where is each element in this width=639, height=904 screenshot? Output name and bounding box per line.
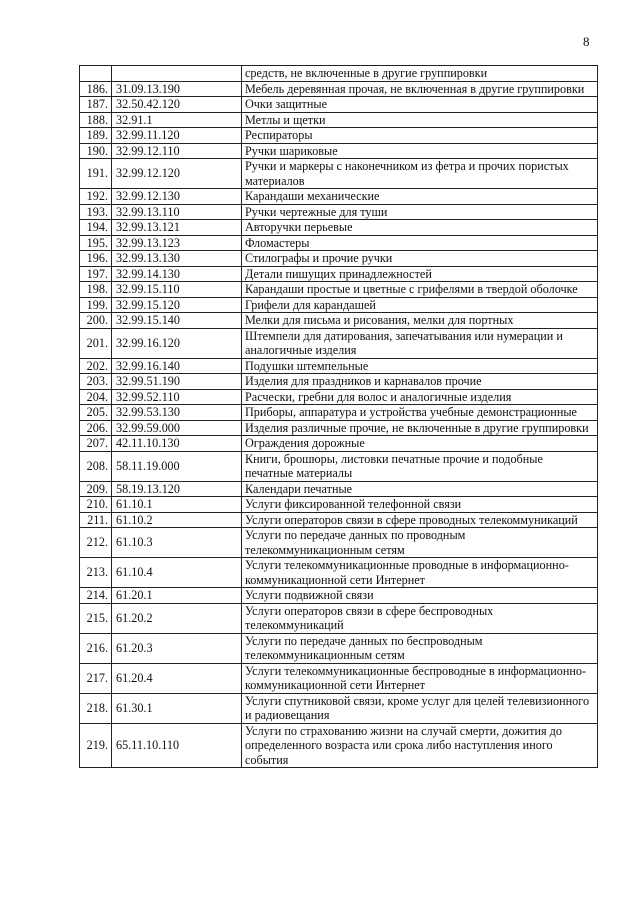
row-code: 58.19.13.120 — [112, 481, 242, 497]
row-number: 198. — [80, 282, 112, 298]
row-description: Услуги спутниковой связи, кроме услуг для целей телевизионного и радиовещания — [242, 693, 598, 723]
table-row — [80, 528, 598, 558]
table-row — [80, 251, 598, 267]
table-row — [80, 481, 598, 497]
row-number: 213. — [80, 558, 112, 588]
row-code: 32.99.15.120 — [112, 297, 242, 313]
table-row — [80, 633, 598, 663]
row-description: Календари печатные — [242, 481, 598, 497]
row-number: 191. — [80, 159, 112, 189]
row-number: 214. — [80, 588, 112, 604]
row-code: 32.99.15.110 — [112, 282, 242, 298]
table-row — [80, 81, 598, 97]
table-row — [80, 389, 598, 405]
row-description: Услуги операторов связи в сфере беспроводных телекоммуникаций — [242, 603, 598, 633]
row-description: Услуги по передаче данных по проводным телекоммуникационным сетям — [242, 528, 598, 558]
table-row — [80, 663, 598, 693]
row-description: Очки защитные — [242, 97, 598, 113]
row-description: Ручки чертежные для туши — [242, 204, 598, 220]
row-description: Изделия для праздников и карнавалов прочие — [242, 374, 598, 390]
table-row — [80, 235, 598, 251]
table-row — [80, 143, 598, 159]
row-description: Ограждения дорожные — [242, 436, 598, 452]
row-code: 61.20.2 — [112, 603, 242, 633]
row-description: Карандаши простые и цветные с грифелями в твердой оболочке — [242, 282, 598, 298]
table-row — [80, 112, 598, 128]
row-description: Ручки шариковые — [242, 143, 598, 159]
row-number: 209. — [80, 481, 112, 497]
row-number: 215. — [80, 603, 112, 633]
row-code: 31.09.13.190 — [112, 81, 242, 97]
table-row — [80, 189, 598, 205]
row-number: 218. — [80, 693, 112, 723]
table-row — [80, 558, 598, 588]
row-number: 186. — [80, 81, 112, 97]
table-body — [80, 66, 598, 768]
row-number: 189. — [80, 128, 112, 144]
row-code — [112, 66, 242, 82]
row-code: 32.99.16.140 — [112, 358, 242, 374]
row-description: Услуги телекоммуникационные беспроводные в информационно-коммуникационной сети Интернет — [242, 663, 598, 693]
row-code: 32.99.12.120 — [112, 159, 242, 189]
table-row — [80, 451, 598, 481]
table-row — [80, 220, 598, 236]
row-number — [80, 66, 112, 82]
table-row — [80, 66, 598, 82]
row-description: Респираторы — [242, 128, 598, 144]
row-description: Карандаши механические — [242, 189, 598, 205]
row-code: 32.99.59.000 — [112, 420, 242, 436]
row-code: 32.99.13.130 — [112, 251, 242, 267]
row-code: 32.50.42.120 — [112, 97, 242, 113]
row-code: 61.10.3 — [112, 528, 242, 558]
row-code: 61.20.3 — [112, 633, 242, 663]
table-row — [80, 358, 598, 374]
row-number: 212. — [80, 528, 112, 558]
row-number: 217. — [80, 663, 112, 693]
row-description: Услуги подвижной связи — [242, 588, 598, 604]
row-code: 32.91.1 — [112, 112, 242, 128]
row-code: 32.99.13.123 — [112, 235, 242, 251]
row-number: 200. — [80, 313, 112, 329]
row-number: 203. — [80, 374, 112, 390]
table-row — [80, 723, 598, 768]
row-code: 61.10.1 — [112, 497, 242, 513]
table-row — [80, 436, 598, 452]
row-description: Расчески, гребни для волос и аналогичные изделия — [242, 389, 598, 405]
row-code: 32.99.12.130 — [112, 189, 242, 205]
table-row — [80, 97, 598, 113]
row-description: Услуги по страхованию жизни на случай смерти, дожития до определенного возраста или срока либо наступления иного события — [242, 723, 598, 768]
row-description: Изделия различные прочие, не включенные в другие группировки — [242, 420, 598, 436]
row-number: 188. — [80, 112, 112, 128]
table-row — [80, 497, 598, 513]
row-number: 199. — [80, 297, 112, 313]
table-row — [80, 693, 598, 723]
row-code: 32.99.12.110 — [112, 143, 242, 159]
table-row — [80, 313, 598, 329]
row-code: 61.20.1 — [112, 588, 242, 604]
row-description: Мебель деревянная прочая, не включенная в другие группировки — [242, 81, 598, 97]
row-number: 202. — [80, 358, 112, 374]
row-description: Метлы и щетки — [242, 112, 598, 128]
row-description: Подушки штемпельные — [242, 358, 598, 374]
row-number: 194. — [80, 220, 112, 236]
row-number: 210. — [80, 497, 112, 513]
row-description: средств, не включенные в другие группировки — [242, 66, 598, 82]
row-code: 32.99.52.110 — [112, 389, 242, 405]
row-code: 61.10.4 — [112, 558, 242, 588]
row-description: Услуги по передаче данных по беспроводным телекоммуникационным сетям — [242, 633, 598, 663]
table-row — [80, 297, 598, 313]
row-code: 32.99.14.130 — [112, 266, 242, 282]
row-number: 205. — [80, 405, 112, 421]
row-description: Книги, брошюры, листовки печатные прочие и подобные печатные материалы — [242, 451, 598, 481]
row-number: 216. — [80, 633, 112, 663]
row-number: 206. — [80, 420, 112, 436]
row-description: Фломастеры — [242, 235, 598, 251]
row-number: 207. — [80, 436, 112, 452]
row-code: 61.20.4 — [112, 663, 242, 693]
row-number: 192. — [80, 189, 112, 205]
table-row — [80, 128, 598, 144]
row-description: Грифели для карандашей — [242, 297, 598, 313]
classifier-table — [79, 65, 598, 768]
row-code: 65.11.10.110 — [112, 723, 242, 768]
table-row — [80, 588, 598, 604]
row-description: Услуги операторов связи в сфере проводных телекоммуникаций — [242, 512, 598, 528]
row-code: 32.99.53.130 — [112, 405, 242, 421]
row-code: 32.99.11.120 — [112, 128, 242, 144]
row-description: Услуги телекоммуникационные проводные в информационно-коммуникационной сети Интернет — [242, 558, 598, 588]
row-number: 190. — [80, 143, 112, 159]
row-number: 208. — [80, 451, 112, 481]
row-description: Стилографы и прочие ручки — [242, 251, 598, 267]
table-row — [80, 405, 598, 421]
table-row — [80, 512, 598, 528]
row-description: Услуги фиксированной телефонной связи — [242, 497, 598, 513]
row-code: 32.99.13.110 — [112, 204, 242, 220]
row-code: 61.10.2 — [112, 512, 242, 528]
row-code: 61.30.1 — [112, 693, 242, 723]
row-description: Ручки и маркеры с наконечником из фетра и прочих пористых материалов — [242, 159, 598, 189]
table-row — [80, 159, 598, 189]
table-row — [80, 603, 598, 633]
table-row — [80, 266, 598, 282]
row-description: Детали пишущих принадлежностей — [242, 266, 598, 282]
row-number: 193. — [80, 204, 112, 220]
row-code: 32.99.13.121 — [112, 220, 242, 236]
row-number: 201. — [80, 328, 112, 358]
row-description: Приборы, аппаратура и устройства учебные демонстрационные — [242, 405, 598, 421]
row-code: 32.99.51.190 — [112, 374, 242, 390]
row-number: 219. — [80, 723, 112, 768]
row-number: 197. — [80, 266, 112, 282]
table-row — [80, 374, 598, 390]
row-description: Мелки для письма и рисования, мелки для портных — [242, 313, 598, 329]
table-row — [80, 282, 598, 298]
table-row — [80, 328, 598, 358]
row-code: 58.11.19.000 — [112, 451, 242, 481]
row-number: 196. — [80, 251, 112, 267]
row-description: Штемпели для датирования, запечатывания или нумерации и аналогичные изделия — [242, 328, 598, 358]
row-code: 32.99.15.140 — [112, 313, 242, 329]
row-number: 195. — [80, 235, 112, 251]
row-number: 204. — [80, 389, 112, 405]
row-number: 211. — [80, 512, 112, 528]
row-code: 42.11.10.130 — [112, 436, 242, 452]
page-number: 8 — [583, 34, 590, 49]
table-row — [80, 420, 598, 436]
row-description: Авторучки перьевые — [242, 220, 598, 236]
row-code: 32.99.16.120 — [112, 328, 242, 358]
row-number: 187. — [80, 97, 112, 113]
table-row — [80, 204, 598, 220]
